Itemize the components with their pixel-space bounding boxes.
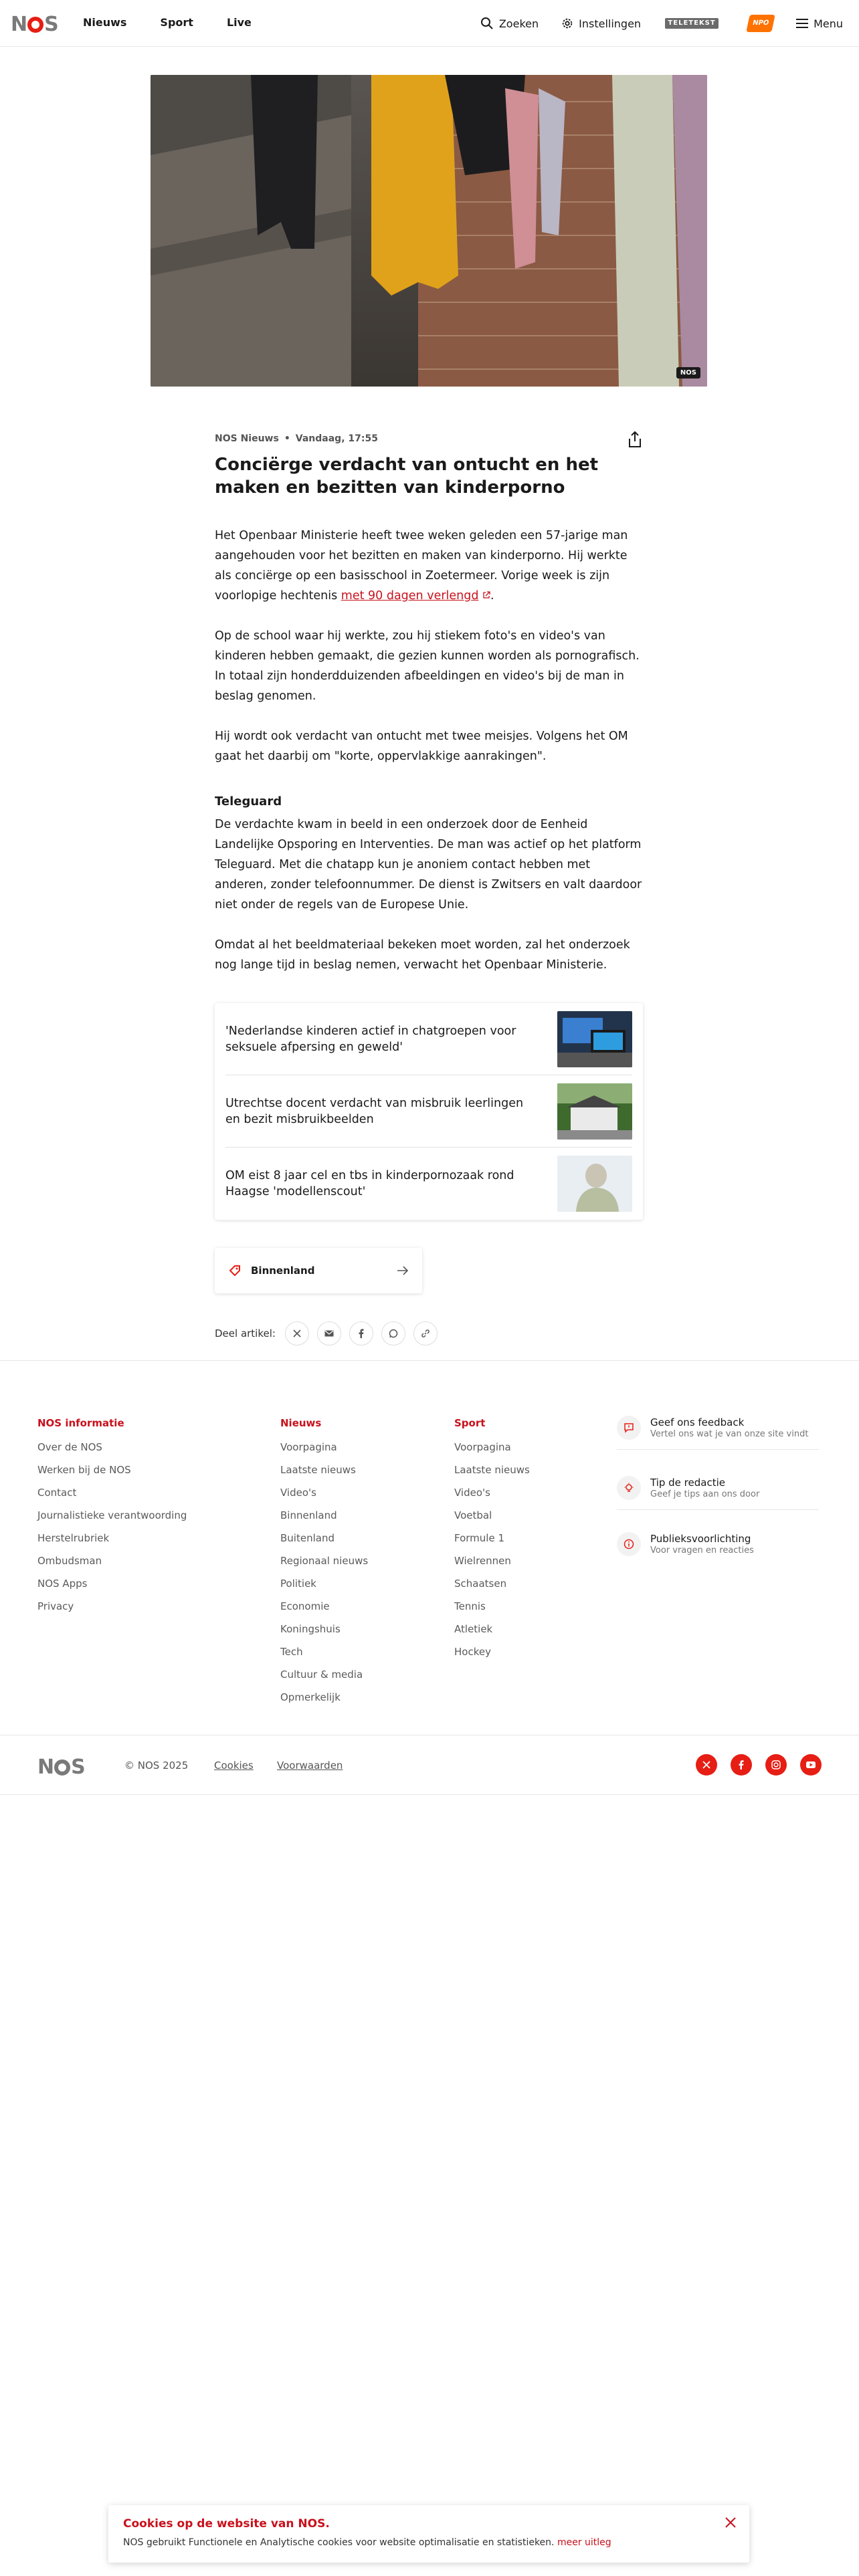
article-paragraph: Het Openbaar Ministerie heeft twee weken geleden een 57-jarige man aangehouden voor het bezitten en maken van kinderporno. Hij werkte als conciërge op een basisschool in Zoetermeer. Vorige week is zijn voorlopige hechtenis met 90 dagen verlengd . — [215, 529, 628, 603]
footer-link[interactable]: Tennis — [454, 1600, 486, 1612]
footer-link[interactable]: Tech — [280, 1646, 303, 1658]
related-thumbnail — [557, 1011, 632, 1067]
footer-link[interactable]: Koningshuis — [280, 1623, 341, 1635]
cookie-title: Cookies op de website van NOS. — [123, 2517, 330, 2531]
article-paragraph: Op de school waar hij werkte, zou hij stiekem foto's en video's van kinderen hebben gemaakt, die gezien kunnen worden als pornografisch. In totaal zijn honderdduizenden afbeeldingen en video's bij de man in beslag genomen. — [215, 629, 640, 703]
footer-link[interactable]: Voetbal — [454, 1509, 492, 1521]
footer-link[interactable]: Binnenland — [280, 1509, 337, 1521]
footer-col-nos-informatie: NOS informatie Over de NOS Werken bij de NOS Contact Journalistieke verantwoording Herstelrubriek Ombudsman NOS Apps Privacy — [37, 1417, 187, 1618]
share-whatsapp-button[interactable] — [381, 1321, 405, 1346]
footer-link[interactable]: Laatste nieuws — [454, 1464, 530, 1476]
nos-badge: NOS — [676, 367, 700, 379]
instagram-social-icon[interactable] — [765, 1754, 787, 1776]
search-button[interactable]: Zoeken — [480, 17, 539, 30]
publieksvoorlichting-link[interactable]: Publieksvoorlichting Voor vragen en reacties — [617, 1532, 819, 1566]
teletekst-logo[interactable]: TELETEKST — [665, 18, 719, 29]
tag-icon — [228, 1264, 242, 1277]
footer-link[interactable]: Economie — [280, 1600, 330, 1612]
share-icon[interactable] — [627, 431, 643, 448]
footer-link[interactable]: Buitenland — [280, 1532, 335, 1544]
hamburger-icon — [796, 19, 808, 28]
email-icon — [324, 1330, 334, 1337]
article-paragraph: Omdat al het beeldmateriaal bekeken moet worden, zal het onderzoek nog lange tijd in beslag nemen, verwacht het Openbaar Ministerie. — [215, 938, 630, 972]
article-paragraph: Hij wordt ook verdacht van ontucht met twee meisjes. Volgens het OM gaat het daarbij om "korte, oppervlakkige aanrakingen". — [215, 730, 628, 763]
nav-live[interactable]: Live — [226, 16, 252, 29]
link-icon — [421, 1329, 430, 1338]
tip-redactie-link[interactable]: Tip de redactie Geef je tips aan ons door — [617, 1476, 819, 1510]
facebook-icon — [359, 1329, 364, 1338]
nav-nieuws[interactable]: Nieuws — [83, 16, 127, 29]
article-meta: NOS Nieuws • Vandaag, 17:55 — [215, 433, 378, 444]
footer-link[interactable]: Wielrennen — [454, 1555, 511, 1567]
share-email-button[interactable] — [317, 1321, 341, 1346]
share-copy-link-button[interactable] — [413, 1321, 438, 1346]
footer-link[interactable]: Opmerkelijk — [280, 1691, 341, 1703]
tag-binnenland[interactable]: Binnenland — [215, 1248, 422, 1293]
verlengd-link[interactable]: met 90 dagen verlengd — [341, 589, 479, 603]
footer-link[interactable]: Cultuur & media — [280, 1669, 363, 1681]
nos-logo-footer[interactable]: N S — [37, 1755, 85, 1779]
footer-link[interactable]: Video's — [280, 1487, 316, 1499]
x-social-icon[interactable] — [696, 1754, 717, 1776]
footer-link[interactable]: Herstelrubriek — [37, 1532, 110, 1544]
related-article[interactable]: OM eist 8 jaar cel en tbs in kinderpornozaak rond Haagse 'modellenscout' — [225, 1148, 632, 1220]
footer-link[interactable]: Formule 1 — [454, 1532, 504, 1544]
close-icon[interactable] — [721, 2513, 740, 2532]
footer-link[interactable]: Ombudsman — [37, 1555, 102, 1567]
npo-logo[interactable]: NPO — [746, 15, 775, 32]
share-x-button[interactable] — [285, 1321, 309, 1346]
coat-rack-photo — [151, 75, 707, 387]
info-icon — [617, 1532, 641, 1556]
youtube-social-icon[interactable] — [800, 1754, 822, 1776]
nav-sport[interactable]: Sport — [160, 16, 193, 29]
article-time: Vandaag, 17:55 — [295, 433, 378, 444]
article — [215, 433, 643, 1346]
feedback-link[interactable]: Geef ons feedback Vertel ons wat je van onze site vindt — [617, 1416, 819, 1450]
footer-link[interactable]: Over de NOS — [37, 1441, 102, 1453]
external-link-icon — [482, 591, 490, 599]
footer-link[interactable]: Werken bij de NOS — [37, 1464, 131, 1476]
share-facebook-button[interactable] — [349, 1321, 373, 1346]
search-icon — [480, 17, 494, 30]
footer-link[interactable]: Contact — [37, 1487, 77, 1499]
facebook-social-icon[interactable] — [731, 1754, 752, 1776]
article-paragraph: De verdachte kwam in beeld in een onderzoek door de Eenheid Landelijke Opsporing en Interventies. De man was actief op het platform Teleguard. Met die chatapp kun je anoniem contact hebben met anderen, zonder telefoonnummer. De dienst is Zwitsers en valt daardoor niet onder de regels van de Europese Unie. — [215, 818, 642, 911]
lightbulb-icon — [617, 1476, 641, 1500]
nos-logo[interactable]: N S — [11, 13, 58, 36]
footer-link[interactable]: Schaatsen — [454, 1578, 507, 1590]
site-footer — [0, 1360, 859, 1735]
whatsapp-icon — [389, 1329, 398, 1338]
site-header — [0, 0, 859, 47]
menu-button[interactable]: Menu — [796, 17, 843, 30]
share-row: Deel artikel: — [215, 1321, 643, 1346]
footer-link[interactable]: Journalistieke verantwoording — [37, 1509, 187, 1521]
voorwaarden-link[interactable]: Voorwaarden — [277, 1759, 343, 1772]
footer-col-nieuws: Nieuws Voorpagina Laatste nieuws Video's Binnenland Buitenland Regionaal nieuws Politiek Economie Koningshuis Tech Cultuur & media Opmerkelijk — [280, 1417, 368, 1709]
hero-image — [151, 75, 707, 387]
related-articles — [215, 1003, 643, 1220]
footer-link[interactable]: Regionaal nieuws — [280, 1555, 369, 1567]
article-source: NOS Nieuws — [215, 433, 279, 444]
cookie-text: NOS gebruikt Functionele en Analytische cookies voor website optimalisatie en statistieken. meer uitleg — [123, 2537, 611, 2548]
related-thumbnail — [557, 1156, 632, 1212]
related-thumbnail — [557, 1083, 632, 1140]
main-nav — [83, 16, 285, 29]
arrow-right-icon — [397, 1266, 409, 1275]
footer-bottom-bar — [0, 1735, 859, 1795]
footer-link[interactable]: NOS Apps — [37, 1578, 88, 1590]
footer-col-sport: Sport Voorpagina Laatste nieuws Video's Voetbal Formule 1 Wielrennen Schaatsen Tennis Atletiek Hockey — [454, 1417, 530, 1663]
footer-link[interactable]: Privacy — [37, 1600, 74, 1612]
footer-link[interactable]: Hockey — [454, 1646, 491, 1658]
article-subheading: Teleguard — [215, 794, 282, 809]
article-title: Conciërge verdacht van ontucht en het maken en bezitten van kinderporno — [215, 455, 599, 498]
cookie-more-link[interactable]: meer uitleg — [557, 2537, 611, 2548]
copyright: © NOS 2025 — [124, 1759, 189, 1772]
related-article[interactable]: 'Nederlandse kinderen actief in chatgroepen voor seksuele afpersing en geweld' — [225, 1003, 632, 1075]
social-links — [682, 1754, 822, 1776]
footer-link[interactable]: Atletiek — [454, 1623, 493, 1635]
footer-link[interactable]: Voorpagina — [454, 1441, 511, 1453]
cookies-link[interactable]: Cookies — [214, 1759, 254, 1772]
related-article[interactable]: Utrechtse docent verdacht van misbruik leerlingen en bezit misbruikbeelden — [225, 1075, 632, 1148]
footer-link[interactable]: Video's — [454, 1487, 490, 1499]
footer-link[interactable]: Politiek — [280, 1578, 316, 1590]
gear-icon — [561, 17, 573, 29]
footer-link[interactable]: Voorpagina — [280, 1441, 337, 1453]
footer-link[interactable]: Laatste nieuws — [280, 1464, 356, 1476]
feedback-icon — [617, 1416, 641, 1440]
settings-button[interactable]: Instellingen — [561, 17, 641, 30]
x-icon — [293, 1329, 301, 1337]
cookie-banner — [108, 2505, 749, 2563]
